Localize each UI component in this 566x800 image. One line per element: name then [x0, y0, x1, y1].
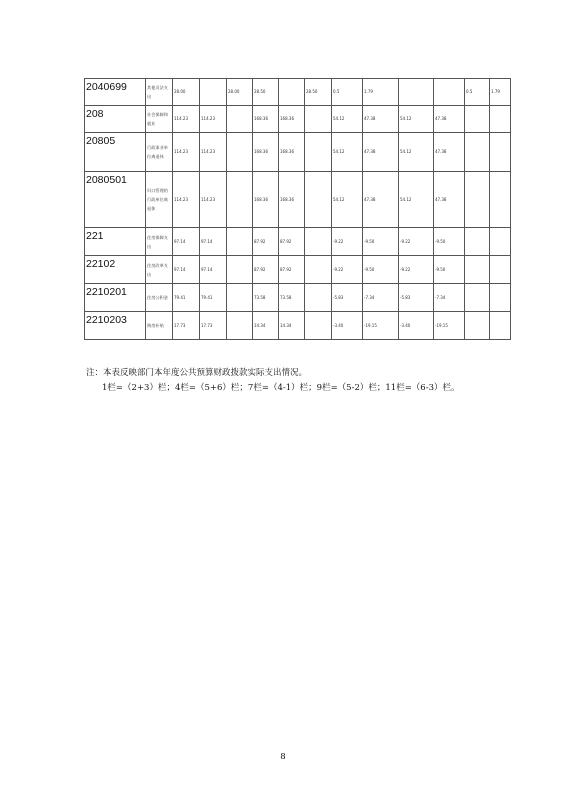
amount-cell — [305, 312, 332, 340]
amount-cell — [200, 79, 227, 106]
amount-cell: 28.50 — [253, 79, 279, 106]
amount-cell: 47.38 — [434, 106, 465, 133]
amount-cell — [490, 172, 511, 228]
subject-name-cell: 购房补贴 — [146, 312, 173, 340]
amount-cell — [305, 172, 332, 228]
subject-name-cell: 住房保障支出 — [146, 228, 173, 256]
amount-cell: -7.34 — [434, 284, 465, 312]
amount-cell — [465, 172, 490, 228]
amount-cell: 47.38 — [363, 106, 399, 133]
amount-cell: 168.36 — [279, 133, 305, 172]
amount-cell: 54.12 — [332, 133, 363, 172]
amount-cell: 97.14 — [200, 256, 227, 284]
amount-cell: 17.73 — [200, 312, 227, 340]
amount-cell: 1.79 — [363, 79, 399, 106]
table-row — [85, 79, 511, 106]
amount-cell — [227, 228, 253, 256]
amount-cell — [305, 284, 332, 312]
amount-cell — [490, 106, 511, 133]
amount-cell — [279, 79, 305, 106]
amount-cell: 79.41 — [200, 284, 227, 312]
table-row — [85, 228, 511, 256]
amount-cell — [305, 256, 332, 284]
amount-cell — [490, 312, 511, 340]
amount-cell: -9.50 — [363, 228, 399, 256]
amount-cell: 168.36 — [253, 172, 279, 228]
subject-code-cell: 2080501 — [85, 172, 146, 228]
amount-cell: -3.40 — [399, 312, 434, 340]
amount-cell: 28.00 — [173, 79, 200, 106]
subject-name-cell: 住房公积金 — [146, 284, 173, 312]
amount-cell — [465, 284, 490, 312]
amount-cell: 14.34 — [253, 312, 279, 340]
expenditure-table — [84, 78, 511, 340]
amount-cell: 54.12 — [332, 172, 363, 228]
amount-cell: -9.22 — [399, 256, 434, 284]
amount-cell — [227, 256, 253, 284]
amount-cell: -5.83 — [332, 284, 363, 312]
amount-cell: 168.36 — [253, 133, 279, 172]
amount-cell — [434, 79, 465, 106]
table-body — [85, 79, 511, 340]
amount-cell — [465, 106, 490, 133]
amount-cell: 0.5 — [332, 79, 363, 106]
amount-cell: 114.23 — [173, 172, 200, 228]
amount-cell: 54.12 — [399, 106, 434, 133]
amount-cell: 168.36 — [279, 172, 305, 228]
amount-cell: -9.50 — [434, 228, 465, 256]
subject-name-cell: 其他司法支出 — [146, 79, 173, 106]
amount-cell: 54.12 — [399, 172, 434, 228]
amount-cell: -9.22 — [399, 228, 434, 256]
amount-cell — [227, 284, 253, 312]
amount-cell: 0.5 — [465, 79, 490, 106]
subject-code-cell: 2210201 — [85, 284, 146, 312]
amount-cell: 73.58 — [253, 284, 279, 312]
page-number: 8 — [280, 752, 286, 762]
amount-cell: 114.23 — [200, 133, 227, 172]
amount-cell — [490, 256, 511, 284]
amount-cell: 87.92 — [279, 228, 305, 256]
amount-cell — [465, 312, 490, 340]
amount-cell — [465, 228, 490, 256]
subject-name-cell: 行政事业单位离退休 — [146, 133, 173, 172]
amount-cell: -19.15 — [434, 312, 465, 340]
amount-cell: -9.50 — [363, 256, 399, 284]
subject-name-cell: 住房改革支出 — [146, 256, 173, 284]
amount-cell: 17.73 — [173, 312, 200, 340]
amount-cell: 114.23 — [200, 172, 227, 228]
amount-cell: 79.41 — [173, 284, 200, 312]
table-note: 注：本表反映部门本年度公共预算财政拨款实际支出情况。 — [86, 368, 308, 378]
amount-cell: 87.92 — [253, 228, 279, 256]
amount-cell: 14.34 — [279, 312, 305, 340]
column-formula-note: 1栏=（2+3）栏；4栏=（5+6）栏；7栏=（4-1）栏；9栏=（5-2）栏；11栏=（6-3）栏。 — [102, 383, 460, 393]
amount-cell: 28.00 — [227, 79, 253, 106]
amount-cell — [490, 133, 511, 172]
amount-cell: 28.50 — [305, 79, 332, 106]
table-row — [85, 106, 511, 133]
subject-name-cell: 归口管理的行政单位离退休 — [146, 172, 173, 228]
amount-cell — [490, 284, 511, 312]
amount-cell: 114.23 — [200, 106, 227, 133]
subject-code-cell: 221 — [85, 228, 146, 256]
amount-cell: -9.50 — [434, 256, 465, 284]
amount-cell — [227, 106, 253, 133]
amount-cell: -9.22 — [332, 228, 363, 256]
amount-cell: 54.12 — [332, 106, 363, 133]
subject-code-cell: 20805 — [85, 133, 146, 172]
amount-cell — [399, 79, 434, 106]
amount-cell — [305, 228, 332, 256]
subject-code-cell: 208 — [85, 106, 146, 133]
amount-cell — [305, 106, 332, 133]
subject-code-cell: 2210203 — [85, 312, 146, 340]
amount-cell — [305, 133, 332, 172]
amount-cell: 114.23 — [173, 133, 200, 172]
amount-cell: -7.34 — [363, 284, 399, 312]
table-row — [85, 133, 511, 172]
amount-cell: 168.36 — [279, 106, 305, 133]
amount-cell — [227, 312, 253, 340]
amount-cell: 114.23 — [173, 106, 200, 133]
amount-cell: -19.15 — [363, 312, 399, 340]
amount-cell: 97.14 — [173, 228, 200, 256]
subject-code-cell: 22102 — [85, 256, 146, 284]
amount-cell: 1.79 — [490, 79, 511, 106]
amount-cell — [227, 133, 253, 172]
amount-cell: -3.40 — [332, 312, 363, 340]
amount-cell — [227, 172, 253, 228]
amount-cell: 47.38 — [434, 172, 465, 228]
table-row — [85, 256, 511, 284]
table-row — [85, 312, 511, 340]
amount-cell: -9.22 — [332, 256, 363, 284]
subject-name-cell: 社会保障和就业 — [146, 106, 173, 133]
amount-cell: 87.92 — [279, 256, 305, 284]
table-row — [85, 284, 511, 312]
amount-cell: 97.14 — [173, 256, 200, 284]
amount-cell: 73.58 — [279, 284, 305, 312]
subject-code-cell: 2040699 — [85, 79, 146, 106]
amount-cell — [465, 133, 490, 172]
table-row — [85, 172, 511, 228]
amount-cell: 87.92 — [253, 256, 279, 284]
amount-cell: 54.12 — [399, 133, 434, 172]
amount-cell: 47.38 — [363, 172, 399, 228]
amount-cell: 47.38 — [434, 133, 465, 172]
amount-cell: 97.14 — [200, 228, 227, 256]
amount-cell — [490, 228, 511, 256]
amount-cell: 168.36 — [253, 106, 279, 133]
amount-cell: 47.38 — [363, 133, 399, 172]
amount-cell: -5.83 — [399, 284, 434, 312]
amount-cell — [465, 256, 490, 284]
